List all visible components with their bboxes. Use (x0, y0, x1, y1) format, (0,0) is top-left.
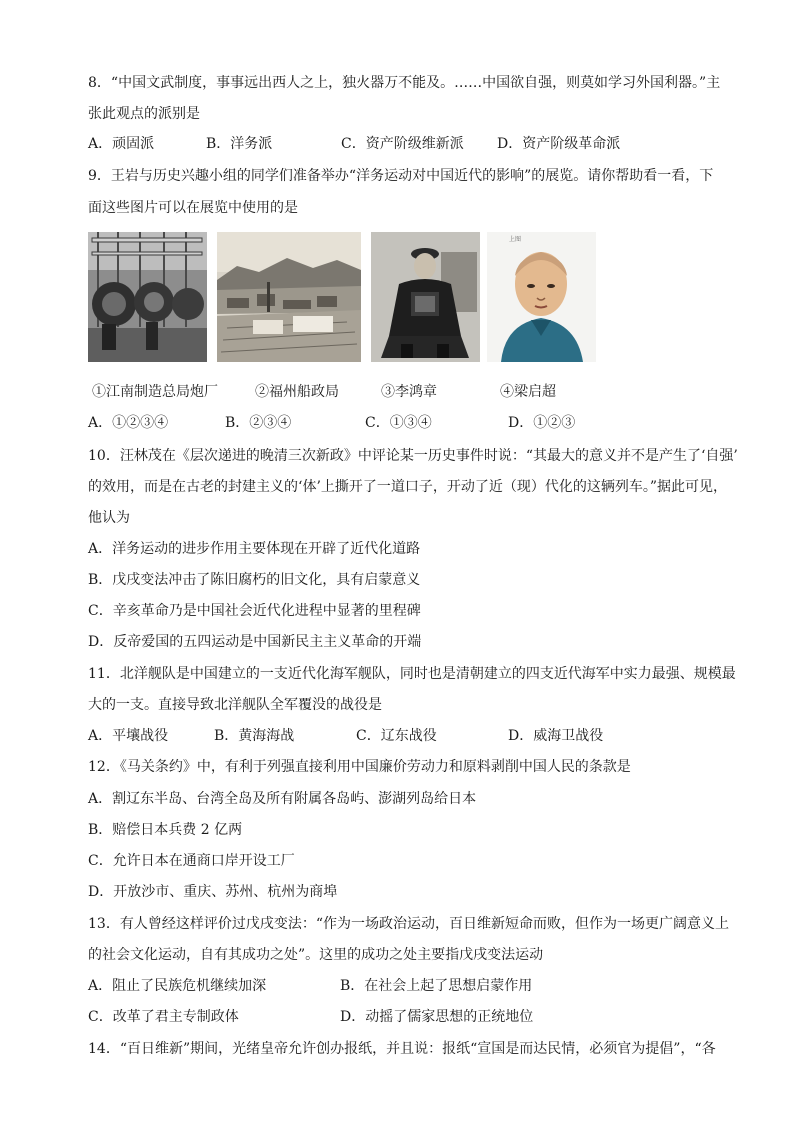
jiangnan-arsenal-photo (88, 232, 207, 362)
q13-options-row-2 (88, 1007, 748, 1027)
q10-stem-line-3: 他认为 (88, 510, 130, 526)
q12-option-a[interactable]: A．割辽东半岛、台湾全岛及所有附属各岛屿、澎湖列岛给日本 (88, 791, 477, 807)
q11-option-a[interactable]: A．平壤战役 (88, 728, 169, 744)
liang-qichao-portrait (487, 232, 596, 362)
li-hongzhang-photo (371, 232, 480, 362)
q12-option-b[interactable]: B．赔偿日本兵费 2 亿两 (88, 822, 243, 838)
q12-stem-line-1: 12．《马关条约》中，有利于列强直接利用中国廉价劳动力和原料剥削中国人民的条款是 (88, 759, 631, 775)
q8-option-b[interactable]: B．洋务派 (206, 136, 273, 152)
caption-2: ②福州船政局 (255, 384, 339, 400)
q9-stem-line-2: 面这些图片可以在展览中使用的是 (88, 200, 298, 216)
caption-1: ①江南制造总局炮厂 (92, 384, 218, 400)
q12-option-c[interactable]: C．允许日本在通商口岸开设工厂 (88, 853, 295, 869)
q9-option-d[interactable]: D．①②③ (508, 415, 576, 431)
q10-stem-line-2: 的效用，而是在古老的封建主义的‘体’上撕开了一道口子，开动了近（现）代化的这辆列车。”据此可见， (88, 479, 728, 495)
q10-stem-line-1: 10．汪林茂在《层次递进的晚清三次新政》中评论某一历史事件时说：“其最大的意义并不是产生了‘自强’ (88, 448, 738, 464)
q9-option-b[interactable]: B．②③④ (225, 415, 292, 431)
q10-option-a[interactable]: A．洋务运动的进步作用主要体现在开辟了近代化道路 (88, 541, 421, 557)
q13-option-a[interactable]: A．阻止了民族危机继续加深 (88, 978, 267, 994)
q14-stem-line-1: 14．“百日维新”期间，光绪皇帝允许创办报纸，并且说：报纸“宣国是而达民情，必须官为提倡”，“各 (88, 1041, 716, 1057)
q9-option-c[interactable]: C．①③④ (365, 415, 432, 431)
q10-option-d[interactable]: D．反帝爱国的五四运动是中国新民主主义革命的开端 (88, 634, 422, 650)
q8-option-c[interactable]: C．资产阶级维新派 (341, 136, 464, 152)
caption-3: ③李鸿章 (381, 384, 437, 400)
q9-stem-line-1: 9．王岩与历史兴趣小组的同学们准备举办“洋务运动对中国近代的影响”的展览。请你帮助看一看，下 (88, 168, 714, 184)
q11-option-c[interactable]: C．辽东战役 (356, 728, 437, 744)
q11-option-d[interactable]: D．威海卫战役 (508, 728, 604, 744)
q8-options (88, 134, 748, 154)
q8-stem-line-2: 张此观点的派别是 (88, 106, 200, 122)
q13-stem-line-1: 13．有人曾经这样评价过戊戌变法：“作为一场政治运动，百日维新短命而败，但作为一场更广阔意义上 (88, 916, 729, 932)
q13-option-b[interactable]: B．在社会上起了思想启蒙作用 (340, 978, 533, 994)
q13-stem-line-2: 的社会文化运动，自有其成功之处”。这里的成功之处主要指戊戌变法运动 (88, 947, 544, 963)
q13-option-d[interactable]: D．动摇了儒家思想的正统地位 (340, 1009, 534, 1025)
q8-option-d[interactable]: D．资产阶级革命派 (497, 136, 621, 152)
portrait-tag: 上图 (509, 236, 522, 243)
fuzhou-shipyard-photo (217, 232, 361, 362)
caption-4: ④梁启超 (500, 384, 556, 400)
q11-stem-line-2: 大的一支。直接导致北洋舰队全军覆没的战役是 (88, 697, 382, 713)
q10-option-c[interactable]: C．辛亥革命乃是中国社会近代化进程中显著的里程碑 (88, 603, 421, 619)
q11-stem-line-1: 11．北洋舰队是中国建立的一支近代化海军舰队，同时也是清朝建立的四支近代海军中实力最强、规模最 (88, 666, 736, 682)
q11-options (88, 726, 748, 746)
q9-option-a[interactable]: A．①②③④ (88, 415, 169, 431)
q8-stem-line-1: 8．“中国文武制度，事事远出西人之上，独火器万不能及。……中国欲自强，则莫如学习外国利器。”主 (88, 75, 721, 91)
q13-options-row-1 (88, 976, 748, 996)
q8-option-a[interactable]: A．顽固派 (88, 136, 155, 152)
q10-option-b[interactable]: B．戊戌变法冲击了陈旧腐朽的旧文化，具有启蒙意义 (88, 572, 421, 588)
q9-options (88, 413, 748, 433)
q11-option-b[interactable]: B．黄海海战 (214, 728, 295, 744)
q13-option-c[interactable]: C．改革了君主专制政体 (88, 1009, 239, 1025)
q12-option-d[interactable]: D．开放沙市、重庆、苏州、杭州为商埠 (88, 884, 338, 900)
